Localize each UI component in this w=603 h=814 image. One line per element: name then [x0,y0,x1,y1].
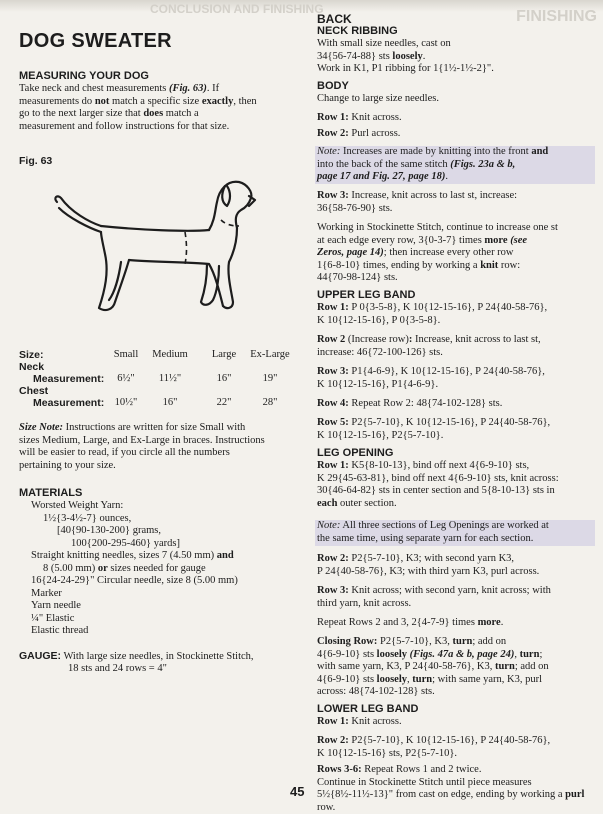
ll-row-2b: K 10{12-15-16} sts, P2{5-7-10}. [317,747,458,759]
upper-leg-heading: UPPER LEG BAND [317,289,416,301]
leg-opening-heading: LEG OPENING [317,447,394,459]
measuring-heading: MEASURING YOUR DOG [19,70,149,82]
ul-row-4: Row 4: Repeat Row 2: 48{74-102-128} sts. [317,398,503,409]
row-2: Row 2: Purl across. [317,128,401,139]
closing-row: Closing Row: P2{5-7-10}, K3, turn; add on [317,636,507,647]
lo-repeat: Repeat Rows 2 and 3, 2{4-7-9} times more. [317,617,504,628]
lo-row-1: Row 1: K5{8-10-13}, bind off next 4{6-9-10} sts, [317,460,530,471]
gauge-line-2: 18 sts and 24 rows = 4" [68,662,167,674]
gauge-label: GAUGE: [19,650,61,662]
neck-label: Neck [19,361,45,373]
closing-row-b: 4{6-9-10} sts loosely (Figs. 47a & b, page 24), turn; [317,648,543,660]
materials-line: ¼" Elastic [31,612,75,624]
size-note-line: pertaining to your size. [19,459,116,471]
working-para: 1{6-8-10} times, ending by working a knit row: [317,259,521,271]
materials-line: [40{90-130-200} grams, [57,525,161,536]
page-title: DOG SWEATER [19,30,172,52]
size-label: Size: [19,349,44,361]
lo-row-1d: each outer section. [317,497,397,509]
ul-row-1: Row 1: P 0{3-5-8}, K 10{12-15-16}, P 24{40-58-76}, [317,302,548,313]
ul-row-3: Row 3: P1{4-6-9}, K 10{12-15-16}, P 24{40-58-76}, [317,366,545,377]
chest-exlarge: 28" [262,397,278,408]
neck-ribbing-line: With small size needles, cast on [317,38,451,49]
materials-heading: MATERIALS [19,487,83,499]
dog-illustration [49,150,259,325]
measuring-line: measurements do not match a specific size exactly, then [19,95,257,107]
lo-row-1b: K 29{45-63-81}, bind off next 4{6-9-10} sts, knit across: [317,472,559,484]
materials-line: Marker [31,587,62,599]
neck-ribbing-line: 34{56-74-88} sts loosely. [317,50,426,62]
working-para: Working in Stockinette Stitch, continue to increase one st [317,222,558,233]
chest-large: 22" [216,397,232,408]
working-para: at each edge every row, 3{0-3-7} times more (see [317,234,528,246]
gauge-line [19,650,254,664]
neck-measurement-label: Measurement: [33,373,105,385]
size-medium: Medium [152,349,188,360]
continue-para: 5½{8½-11½-13}" from cast on edge, ending by working a purl row. [317,789,585,813]
body-line: Change to large size needles. [317,93,439,104]
lower-leg-heading: LOWER LEG BAND [317,703,419,715]
measuring-line: Take neck and chest measurements (Fig. 63). If [19,83,220,94]
measuring-line: measurement and follow instructions for that size. [19,120,230,132]
row-3-count: 36{58-76-90} sts. [317,202,393,214]
back-heading: BACK [317,12,352,26]
ll-rows-3-6: Rows 3-6: Repeat Rows 1 and 2 twice. [317,764,482,775]
working-para: Zeros, page 14); then increase every other row [317,247,514,258]
lo-row-2: Row 2: P2{5-7-10}, K3; with second yarn K3, [317,553,515,564]
materials-line: Elastic thread [31,625,89,636]
note-increases: Note: Increases are made by knitting into the front and into the back of the same stitch (Figs. 23a & b, page 17 and Fig. 27, page 18). [315,146,595,184]
closing-row-d: 4{6-9-10} sts loosely, turn; with same yarn, K3, purl [317,673,543,685]
materials-line: Worsted Weight Yarn: [31,500,124,511]
ul-row-3b: K 10{12-15-16}, P1{4-6-9}. [317,378,439,390]
figure-label: Fig. 63 [19,155,53,167]
closing-row-e: across: 48{74-102-128} sts. [317,686,435,697]
chest-small: 10½" [114,397,138,408]
note-leg-openings: Note: All three sections of Leg Openings are worked at the same time, using separate yarn for each section. [315,520,595,546]
neck-medium: 11½" [158,373,182,384]
neck-large: 16" [216,373,232,384]
size-note-line: sizes Medium, Large, and Ex-Large in braces. Instructions [19,434,265,446]
chest-medium: 16" [162,397,178,408]
body-heading: BODY [317,80,349,92]
bleed-through-text: CONCLUSION AND FINISHING [150,2,324,16]
materials-line: Straight knitting needles, sizes 7 (4.50 mm) and [31,550,234,561]
row-3: Row 3: Increase, knit across to last st, increase: [317,190,518,201]
bleed-through-text: FINISHING [516,8,597,25]
neck-small: 6½" [117,373,135,384]
size-note-line: will be easier to read, if you circle all the numbers [19,447,230,458]
chest-measurement-label: Measurement: [33,397,105,409]
lo-row-3b: third yarn, knit across. [317,597,412,609]
gauge-text: With large size needles, in Stockinette Stitch, [63,651,254,662]
note-leg-openings-line: the same time, using separate yarn for each section. [317,532,534,544]
closing-row-c: with same yarn, K3, P 24{40-58-76}, K3, turn; add on [317,661,549,672]
neck-exlarge: 19" [262,373,278,384]
continue-para: Continue in Stockinette Stitch until piece measures [317,777,532,788]
size-exlarge: Ex-Large [250,349,290,360]
materials-line: 1½{3-4½-7} ounces, [43,512,132,524]
page-number: 45 [290,784,305,799]
materials-line: 16{24-24-29}" Circular needle, size 8 (5.00 mm) [31,575,238,586]
ll-row-1: Row 1: Knit across. [317,716,402,727]
neck-ribbing-line: Work in K1, P1 ribbing for 1{1½-1½-2}". [317,63,494,74]
size-note-line: Size Note: Instructions are written for size Small with [19,422,246,433]
materials-line: 100{200-295-460} yards] [71,537,180,549]
size-small: Small [113,349,139,360]
ul-row-2: Row 2 (Increase row): Increase, knit across to last st, [317,334,541,345]
neck-ribbing-heading: NECK RIBBING [317,25,398,37]
ul-row-1b: K 10{12-15-16}, P 0{3-5-8}. [317,314,441,326]
ll-row-2: Row 2: P2{5-7-10}, K 10{12-15-16}, P 24{40-58-76}, [317,735,551,746]
lo-row-3: Row 3: Knit across; with second yarn, knit across; with [317,585,551,596]
chest-label: Chest [19,385,49,397]
lo-row-1c: 30{46-64-82} sts in center section and 5{8-10-13} sts in [317,485,555,496]
ul-row-5b: K 10{12-15-16}, P2{5-7-10}. [317,429,444,441]
ul-row-5: Row 5: P2{5-7-10}, K 10{12-15-16}, P 24{40-58-76}, [317,417,551,428]
working-para: 44{70-98-124} sts. [317,272,398,283]
size-large: Large [211,349,237,360]
materials-line: 8 (5.00 mm) or sizes needed for gauge [43,562,206,574]
ul-row-2b: increase: 46{72-100-126} sts. [317,346,443,358]
lo-row-2b: P 24{40-58-76}, K3; with third yarn K3, purl across. [317,565,540,577]
row-1: Row 1: Knit across. [317,112,402,123]
measuring-line: go to the next larger size that does match a [19,108,199,119]
materials-line: Yarn needle [31,600,81,611]
